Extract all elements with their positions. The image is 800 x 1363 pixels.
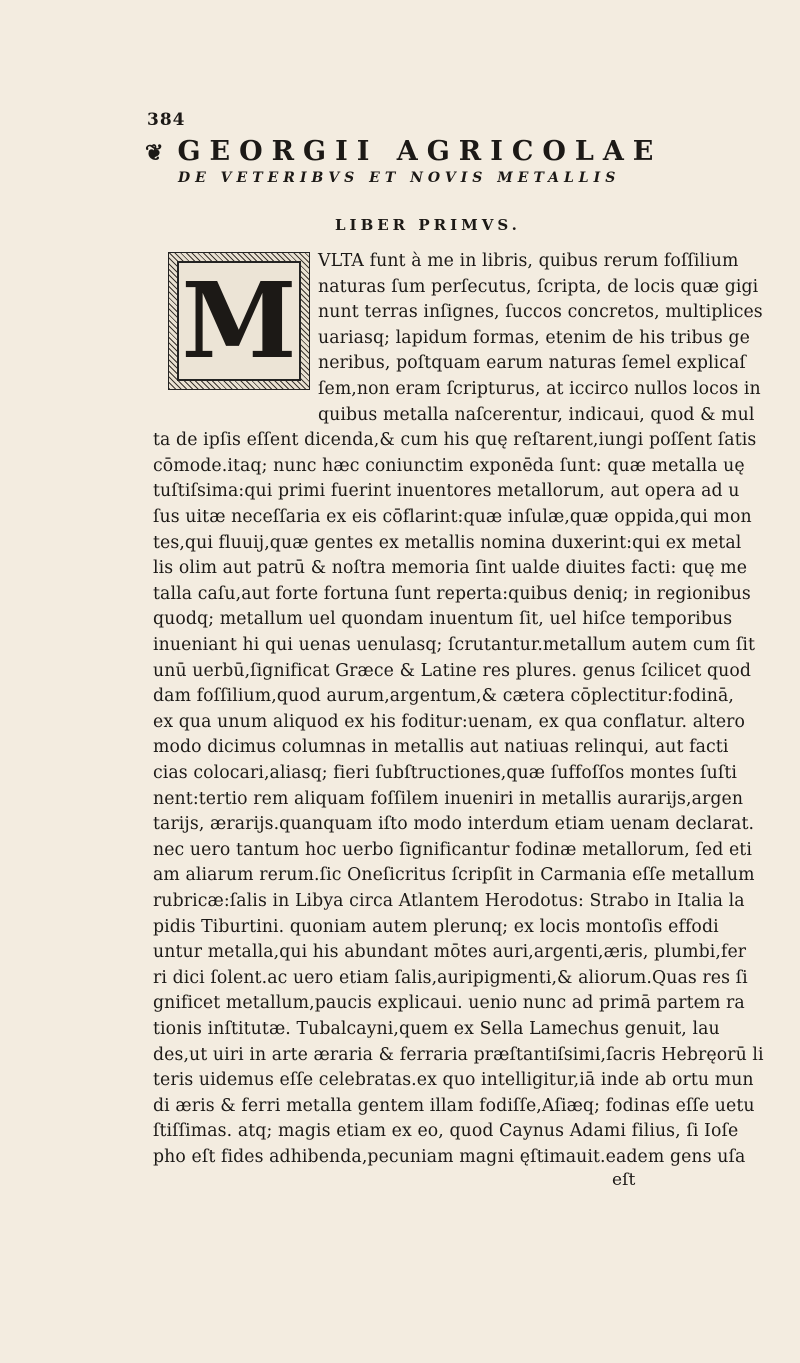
fleuron-icon: ❦	[145, 140, 164, 166]
text-line: neribus, poſtquam earum naturas ſemel explicaſ	[318, 353, 746, 374]
text-line: tes,qui fluuij,quæ gentes ex metallis nomina duxerint:qui ex metal	[153, 532, 742, 553]
text-line: talla caſu,aut forte fortuna ſunt reperta:quibus deniq; in regionibus	[153, 583, 751, 604]
decorated-woodcut-initial-icon	[168, 252, 310, 390]
text-line: untur metalla,qui his abundant mōtes auri,argenti,æris, plumbi,fer	[153, 942, 747, 963]
text-line: teris uidemus eſſe celebratas.ex quo intelligitur,iā inde ab ortu mun	[153, 1070, 754, 1091]
text-line: nunt terras inſignes, ſuccos concretos, multiplices	[318, 302, 763, 323]
text-line: unū uerbū,ſignificat Græce & Latine res plures. genus ſcilicet quod	[153, 660, 752, 681]
text-line: ſus uitæ neceſſaria ex eis cōflarint:quæ inſulæ,quæ oppida,qui mon	[153, 507, 752, 527]
initial-letter: M	[181, 259, 297, 382]
catchword: eſt	[612, 1170, 636, 1190]
text-line: inueniant hi qui uenas uenulasq; ſcrutantur.metallum autem cum ſit	[153, 635, 756, 655]
text-line: nent:tertio rem aliquam foſſilem inueniri in metallis aurarijs,argen	[153, 788, 744, 809]
book-heading: LIBER PRIMVS.	[335, 216, 521, 234]
text-line: pho eſt fides adhibenda,pecuniam magni ęſtimauit.eadem gens uſa	[153, 1147, 746, 1167]
text-line: ſtiſſimas. atq; magis etiam ex eo, quod Caynus Adami filius, ſi Ioſe	[153, 1121, 739, 1142]
text-line: gnificet metallum,paucis explicaui. uenio nunc ad primā partem ra	[153, 993, 745, 1014]
text-line: tarijs, ærarijs.quanquam iſto modo interdum etiam uenam declarat.	[153, 814, 755, 835]
text-line: modo dicimus columnas in metallis aut natiuas relinqui, aut facti	[153, 737, 729, 758]
text-line: rubricæ:ſalis in Libya circa Atlantem Herodotus: Strabo in Italia la	[153, 891, 745, 911]
work-subtitle: DE VETERIBVS ET NOVIS METALLIS	[178, 170, 621, 186]
text-line: naturas ſum perſecutus, ſcripta, de locis quæ gigi	[318, 276, 759, 297]
text-line: quibus metalla naſcerentur, indicaui, quod & mul	[318, 404, 755, 425]
author-title: GEORGII AGRICOLAE	[177, 136, 663, 167]
text-line: ri dici ſolent.ac uero etiam ſalis,auripigmenti,& aliorum.Quas res ſi	[153, 967, 748, 988]
text-line: tuſtiſsima:qui primi fuerint inuentores metallorum, aut opera ad u	[153, 481, 740, 502]
running-title	[145, 136, 665, 167]
text-line: uariasq; lapidum formas, etenim de his tribus ge	[318, 327, 750, 348]
text-line: ex qua unum aliquod ex his foditur:uenam, ex qua conflatur. altero	[153, 711, 746, 732]
text-line: ſem,non eram ſcripturus, at iccirco nullos locos in	[318, 379, 761, 399]
text-line: pidis Tiburtini. quoniam autem plerunq; ex locis montoſis effodi	[153, 916, 719, 937]
text-line: ta de ipſis eſſent dicenda,& cum his quę reſtarent,iungi poſſent ſatis	[153, 430, 757, 451]
page-number: 384	[147, 110, 186, 130]
text-line: quodq; metallum uel quondam inuentum ſit, uel hiſce temporibus	[153, 609, 733, 630]
text-line: VLTA funt à me in libris, quibus rerum foſſilium	[318, 251, 739, 271]
text-line: di æris & ferri metalla gentem illam fodiſſe,Aſiæq; fodinas eſſe uetu	[153, 1095, 755, 1116]
text-line: des,ut uiri in arte æraria & ferraria præſtantiſsimi,ſacris Hebręorū li	[153, 1044, 764, 1065]
text-line: lis olim aut patrū & noſtra memoria ſint ualde diuites facti: quę me	[153, 558, 748, 579]
text-line: cōmode.itaq; nunc hæc coniunctim exponēda ſunt: quæ metalla uę	[153, 455, 745, 476]
text-line: dam foſſilium,quod aurum,argentum,& cætera cōplectitur:fodinā,	[153, 686, 734, 707]
text-line: am aliarum rerum.ſic Oneſicritus ſcripſit in Carmania eſſe metallum	[153, 865, 755, 886]
text-line: tionis inſtitutæ. Tubalcayni,quem ex Sella Lamechus genuit, lau	[153, 1019, 720, 1039]
text-line: cias colocari,aliasq; fieri ſubſtructiones,quæ ſuffoſſos montes ſuſti	[153, 763, 738, 783]
text-line: nec uero tantum hoc uerbo ſignificantur fodinæ metallorum, ſed eti	[153, 839, 752, 860]
